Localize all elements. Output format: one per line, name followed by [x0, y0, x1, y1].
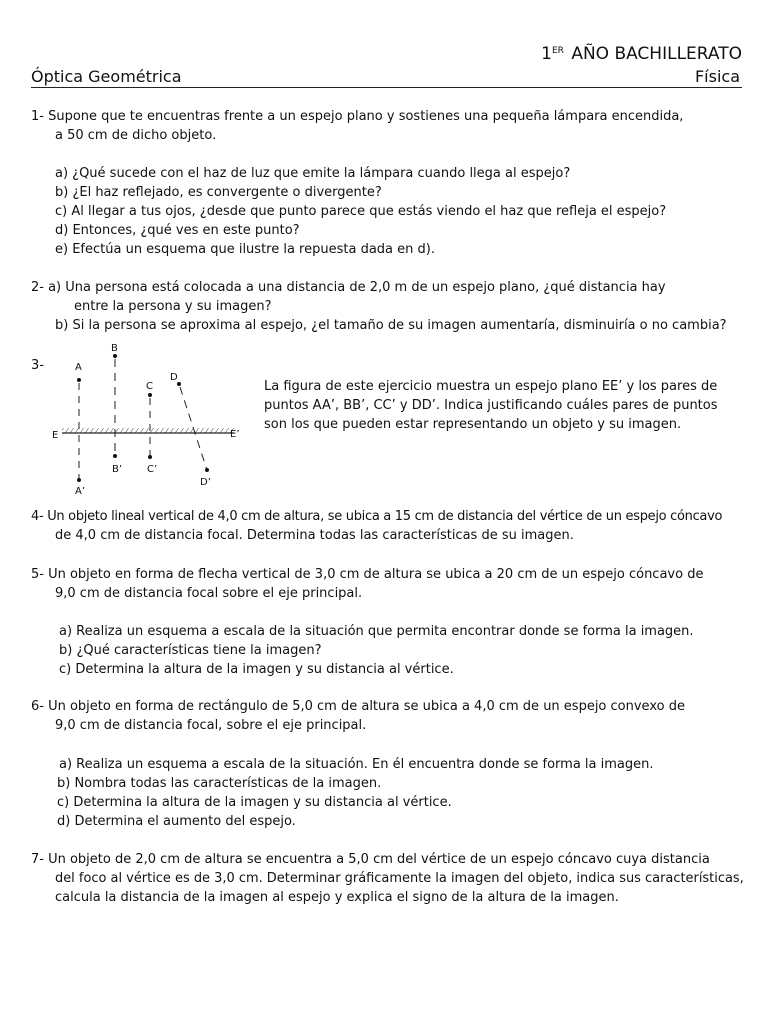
q5-item-b: b) ¿Qué características tiene la imagen?: [59, 643, 322, 658]
q6-statement-line2: 9,0 cm de distancia focal, sobre el eje principal.: [55, 718, 367, 733]
q5-item-c: c) Determina la altura de la imagen y su distancia al vértice.: [59, 662, 454, 677]
mirror-hatch: [62, 428, 234, 433]
q5-statement-line2: 9,0 cm de distancia focal sobre el eje principal.: [55, 586, 363, 601]
q1-statement-line1: 1- Supone que te encuentras frente a un espejo plano y sostienes una pequeña lámpara encendida,: [31, 109, 684, 124]
mirror-figure: [50, 340, 250, 500]
point-a-prime: [77, 478, 81, 482]
label-e-prime: E’: [230, 429, 240, 440]
q2-item-a-line1: 2- a) Una persona está colocada a una distancia de 2,0 m de un espejo plano, ¿qué distancia hay: [31, 280, 666, 295]
q1-item-c: c) Al llegar a tus ojos, ¿desde que punto parece que estás viendo el haz que refleja el espejo?: [55, 204, 667, 219]
q1-item-d: d) Entonces, ¿qué ves en este punto?: [55, 223, 300, 238]
grade-text: AÑO BACHILLERATO: [571, 44, 742, 64]
grade-superscript: ER: [551, 46, 564, 56]
q3-statement-line1: La figura de este ejercicio muestra un espejo plano EE’ y los pares de: [264, 379, 718, 394]
label-d: D: [170, 372, 178, 383]
q1-statement-line2: a 50 cm de dicho objeto.: [55, 128, 217, 143]
q4-statement-line1: 4- Un objeto lineal vertical de 4,0 cm de altura, se ubica a 15 cm de distancia del vértice de un espejo cóncavo: [31, 509, 723, 524]
q4-statement-line2: de 4,0 cm de distancia focal. Determina todas las características de su imagen.: [55, 528, 574, 543]
point-b: [113, 354, 117, 358]
label-c: C: [146, 381, 153, 392]
label-a-prime: A’: [75, 486, 86, 497]
q7-statement-line3: calcula la distancia de la imagen al espejo y explica el signo de la altura de la imagen.: [55, 890, 619, 905]
q1-item-e: e) Efectúa un esquema que ilustre la repuesta dada en d).: [55, 242, 435, 257]
q5-statement-line1: 5- Un objeto en forma de flecha vertical de 3,0 cm de altura se ubica a 20 cm de un espejo cóncavo de: [31, 567, 704, 582]
q6-item-c: c) Determina la altura de la imagen y su distancia al vértice.: [57, 795, 452, 810]
label-d-prime: D’: [200, 477, 211, 488]
q1-item-b: b) ¿El haz reflejado, es convergente o divergente?: [55, 185, 382, 200]
topic-title: Óptica Geométrica: [31, 67, 182, 86]
q3-statement-line2: puntos AA’, BB’, CC’ y DD’. Indica justificando cuáles pares de puntos: [264, 398, 718, 413]
label-b: B: [111, 343, 118, 354]
point-b-prime: [113, 454, 117, 458]
q6-item-d: d) Determina el aumento del espejo.: [57, 814, 296, 829]
q3-statement-line3: son los que pueden estar representando un objeto y su imagen.: [264, 417, 682, 432]
q5-item-a: a) Realiza un esquema a escala de la situación que permita encontrar donde se forma la imagen.: [59, 624, 694, 639]
label-c-prime: C’: [147, 464, 158, 475]
point-d-prime: [205, 468, 209, 472]
q3-number: 3-: [31, 358, 44, 373]
q7-statement-line1: 7- Un objeto de 2,0 cm de altura se encuentra a 5,0 cm del vértice de un espejo cóncavo cuya distancia: [31, 852, 710, 867]
header-divider: [31, 87, 742, 88]
q7-statement-line2: del foco al vértice es de 3,0 cm. Determinar gráficamente la imagen del objeto, indica sus características,: [55, 871, 744, 886]
q1-item-a: a) ¿Qué sucede con el haz de luz que emite la lámpara cuando llega al espejo?: [55, 166, 571, 181]
label-e: E: [52, 430, 59, 441]
grade-heading: [541, 44, 742, 64]
label-b-prime: B’: [112, 464, 123, 475]
grade-number: 1: [541, 44, 552, 64]
point-c: [148, 393, 152, 397]
label-a: A: [75, 362, 82, 373]
q6-statement-line1: 6- Un objeto en forma de rectángulo de 5,0 cm de altura se ubica a 4,0 cm de un espejo convexo de: [31, 699, 685, 714]
point-c-prime: [148, 455, 152, 459]
q6-item-a: a) Realiza un esquema a escala de la situación. En él encuentra donde se forma la imagen.: [59, 757, 654, 772]
subject-title: Física: [694, 67, 740, 86]
point-a: [77, 378, 81, 382]
q2-item-a-line2: entre la persona y su imagen?: [74, 299, 272, 314]
q2-item-b: b) Si la persona se aproxima al espejo, ¿el tamaño de su imagen aumentaría, disminuiría o no cambia?: [55, 318, 727, 333]
q6-item-b: b) Nombra todas las características de la imagen.: [57, 776, 382, 791]
